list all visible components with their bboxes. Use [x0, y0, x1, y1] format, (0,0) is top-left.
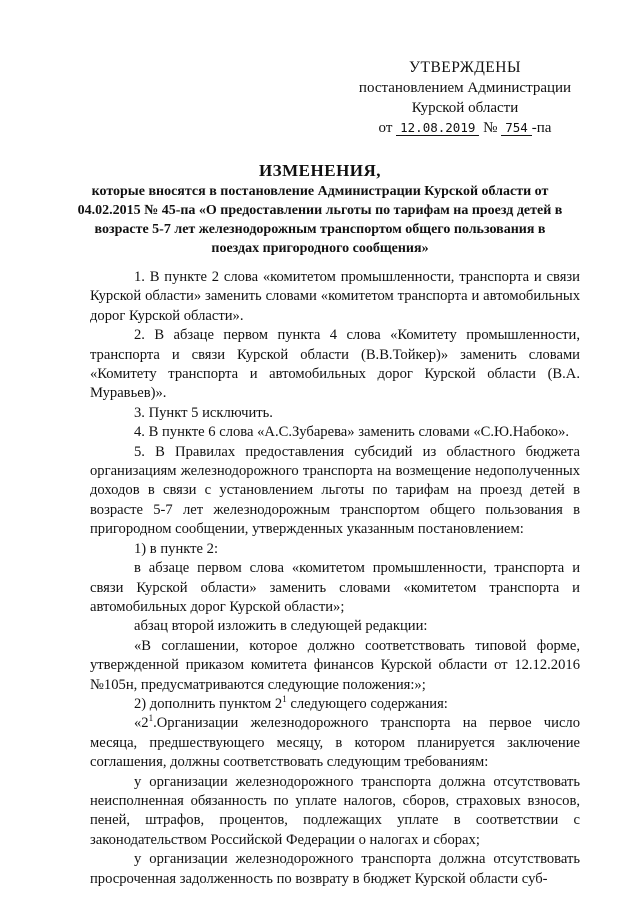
- paragraph-9: «В соглашении, которое должно соответствовать типовой форме, утвержденной приказом комитета финансов Курской области от 12.12.2016 №105н, предусматриваются следующие положения:»;: [90, 637, 580, 693]
- paragraph-8: абзац второй изложить в следующей редакции:: [134, 618, 428, 635]
- paragraph-11-superscript: 1: [148, 713, 154, 724]
- paragraph-12: у организации железнодорожного транспорта должна отсутствовать неисполненная обязанность по уплате налогов, сборов, страховых взносов, пеней, штрафов, процентов, подлежащих уплате в соответствии с законодательством Российской Федерации о налогах и сборах;: [90, 773, 580, 848]
- paragraph-10-start: 2) дополнить пунктом 2: [134, 695, 283, 712]
- approval-block: [340, 58, 590, 138]
- approval-line2: Курской области: [411, 100, 519, 116]
- paragraph-4: 4. В пункте 6 слова «А.С.Зубарева» заменить словами «С.Ю.Набоко».: [134, 424, 570, 441]
- paragraph-5: 5. В Правилах предоставления субсидий из областного бюджета организациям железнодорожного транспорта на возмещение недополученных доходов в связи с установлением льготы по тарифам на проезд детей в возрасте 5-7 лет железнодорожным транспортом общего пользования в пригородном сообщении, утвержденных указанным постановлением:: [90, 443, 580, 538]
- paragraph-10-end: следующего содержания:: [286, 695, 448, 712]
- document-title: [70, 160, 570, 258]
- paragraph-11-start: «2: [134, 715, 149, 732]
- paragraph-3: 3. Пункт 5 исключить.: [134, 404, 273, 421]
- paragraph-2: 2. В абзаце первом пункта 4 слова «Комитету промышленности, транспорта и связи Курской области (В.В.Тойкер)» заменить словами «Комитету транспорта и автомобильных дорог Курской области (В.А. Муравьев)».: [90, 327, 580, 402]
- approval-number: 754: [501, 120, 532, 136]
- document-body: [90, 268, 580, 889]
- paragraph-11: [90, 714, 580, 772]
- approval-date-line: [340, 118, 590, 138]
- approval-date: 12.08.2019: [396, 120, 479, 136]
- approval-number-suffix: -па: [531, 120, 552, 136]
- approval-heading: УТВЕРЖДЕНЫ: [409, 59, 521, 76]
- approval-number-prefix: №: [483, 120, 498, 136]
- paragraph-1: 1. В пункте 2 слова «комитетом промышленности, транспорта и связи Курской области» заменить словами «комитетом транспорта и автомобильных дорог Курской области».: [90, 269, 580, 324]
- title-heading: ИЗМЕНЕНИЯ,: [258, 161, 382, 180]
- title-subtitle: которые вносятся в постановление Администрации Курской области от 04.02.2015 № 45-па «О предоставлении льготы по тарифам на проезд детей в возрасте 5-7 лет железнодорожным транспортом общего пользования в поездах пригородного сообщения»: [77, 184, 563, 256]
- paragraph-10-superscript: 1: [282, 694, 287, 705]
- paragraph-6: 1) в пункте 2:: [134, 540, 219, 557]
- approval-line1: постановлением Администрации: [358, 80, 572, 96]
- paragraph-7: в абзаце первом слова «комитетом промышленности, транспорта и связи Курской области» заменить словами «комитетом транспорта и автомобильных дорог Курской области»;: [90, 560, 580, 615]
- paragraph-11-end: .Организации железнодорожного транспорта на первое число месяца, предшествующего месяцу, в котором планируется заключение соглашения, должны соответствовать следующим требованиям:: [90, 715, 580, 771]
- paragraph-10: [90, 695, 580, 714]
- approval-from-prefix: от: [378, 120, 393, 136]
- paragraph-13: у организации железнодорожного транспорта должна отсутствовать просроченная задолженность по возврату в бюджет Курской области суб-: [90, 851, 580, 887]
